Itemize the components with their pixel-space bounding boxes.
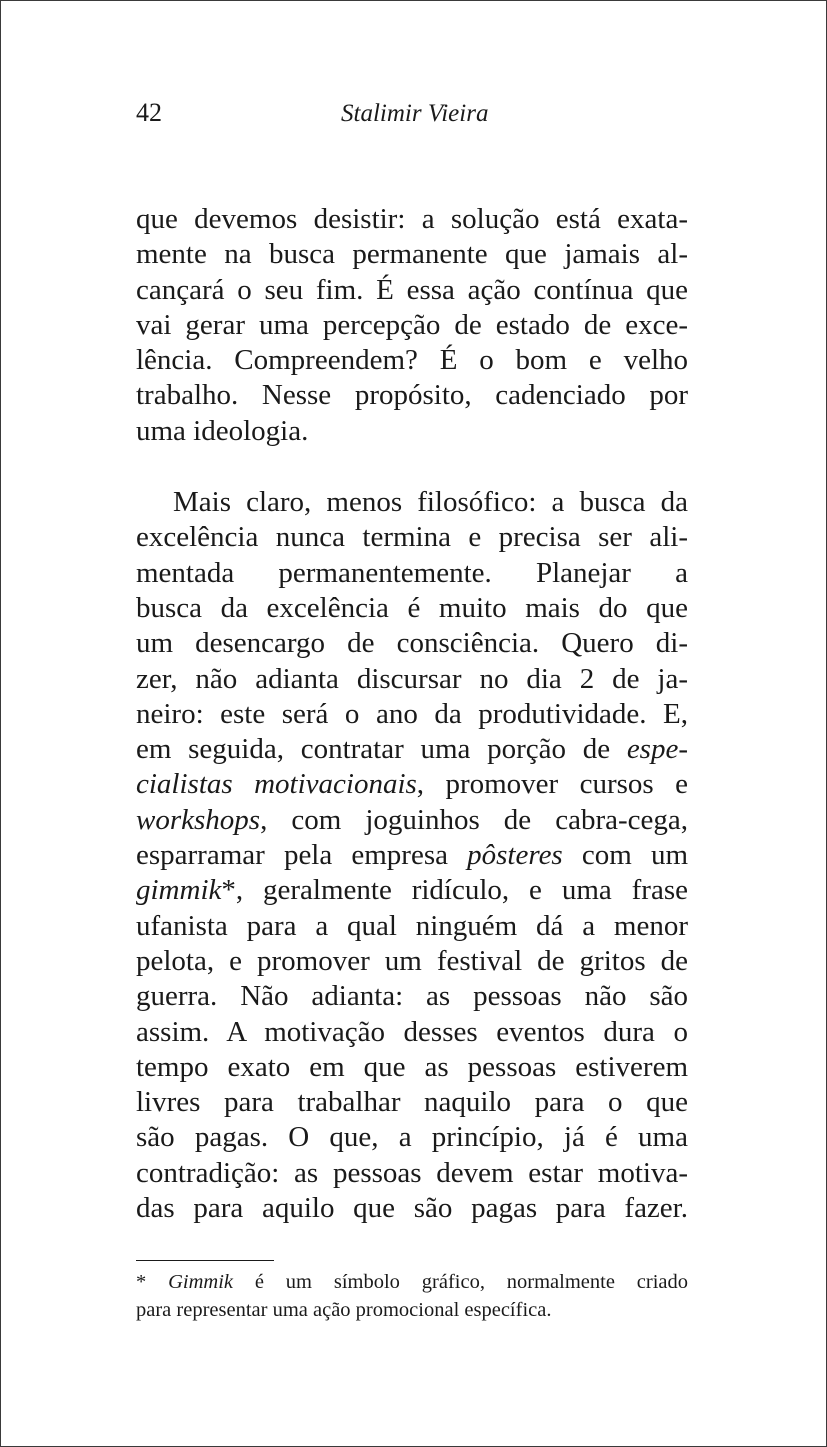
text-line: vai gerar uma percepção de estado de exce- (136, 308, 688, 341)
footnote-line (136, 1268, 688, 1296)
text-line: neiro: este será o ano da produtividade. E, (136, 697, 688, 730)
text-line: ufanista para a qual ninguém dá a menor (136, 909, 688, 942)
italic-term: workshops (136, 803, 261, 836)
text-segment: , com joguinhos de cabra-cega, (260, 803, 688, 836)
page-header (136, 98, 686, 138)
text-segment: em seguida, contratar uma porção de (136, 733, 627, 766)
paragraph-2 (136, 485, 688, 1226)
text-line (136, 803, 688, 838)
text-line: pelota, e promover um festival de gritos de (136, 944, 688, 977)
text-segment: , promover cursos e (416, 768, 688, 801)
text-line: mente na busca permanente que jamais al- (136, 238, 688, 271)
text-line: Mais claro, menos filosófico: a busca da (173, 486, 688, 519)
paragraph-1 (136, 202, 688, 449)
text-segment: com um (562, 839, 688, 872)
running-head: Stalimir Vieira (341, 100, 489, 127)
italic-term: pôsteres (467, 839, 563, 872)
footnote-line: para representar uma ação promocional específica. (136, 1299, 552, 1321)
text-line (136, 732, 688, 767)
paragraph-gap (136, 449, 688, 485)
footnote (136, 1268, 688, 1324)
body-text (136, 202, 688, 1226)
footnote-marker: * (136, 1271, 169, 1293)
text-line: cançará o seu fim. É essa ação contínua que (136, 273, 688, 306)
text-line: um desencargo de consciência. Quero di- (136, 627, 688, 660)
text-line: que devemos desistir: a solução está exata- (136, 203, 688, 235)
text-line: guerra. Não adianta: as pessoas não são (136, 980, 688, 1013)
text-segment: esparramar pela empresa (136, 839, 468, 872)
text-line: lência. Compreendem? É o bom e velho (136, 344, 688, 377)
text-line: das para aquilo que são pagas para fazer. (136, 1192, 688, 1225)
text-line: tempo exato em que as pessoas estiverem (136, 1050, 688, 1083)
text-line: são pagas. O que, a princípio, já é uma (136, 1121, 688, 1154)
text-segment: é um símbolo gráfico, normalmente criado (233, 1271, 688, 1293)
text-line: excelência nunca termina e precisa ser ali- (136, 521, 688, 554)
text-segment: *, geralmente ridículo, e uma frase (221, 874, 688, 907)
italic-term: espe- (626, 733, 688, 766)
footnote-term: Gimmik (168, 1271, 234, 1293)
text-line: trabalho. Nesse propósito, cadenciado por (136, 379, 688, 412)
text-line: mentada permanentemente. Planejar a (136, 556, 688, 589)
text-line: contradição: as pessoas devem estar motiva- (136, 1156, 688, 1189)
text-line: zer, não adianta discursar no dia 2 de ja- (136, 662, 688, 695)
text-line: assim. A motivação desses eventos dura o (136, 1015, 688, 1048)
text-line (136, 873, 688, 908)
text-line: busca da excelência é muito mais do que (136, 591, 688, 624)
italic-term: gimmik (136, 874, 222, 907)
italic-term: cialistas motivacionais (136, 768, 417, 801)
text-line: livres para trabalhar naquilo para o que (136, 1086, 688, 1119)
text-line (136, 767, 688, 802)
footnote-rule (136, 1260, 274, 1261)
text-line: uma ideologia. (136, 414, 309, 447)
page-number: 42 (136, 98, 162, 127)
text-line (136, 838, 688, 873)
